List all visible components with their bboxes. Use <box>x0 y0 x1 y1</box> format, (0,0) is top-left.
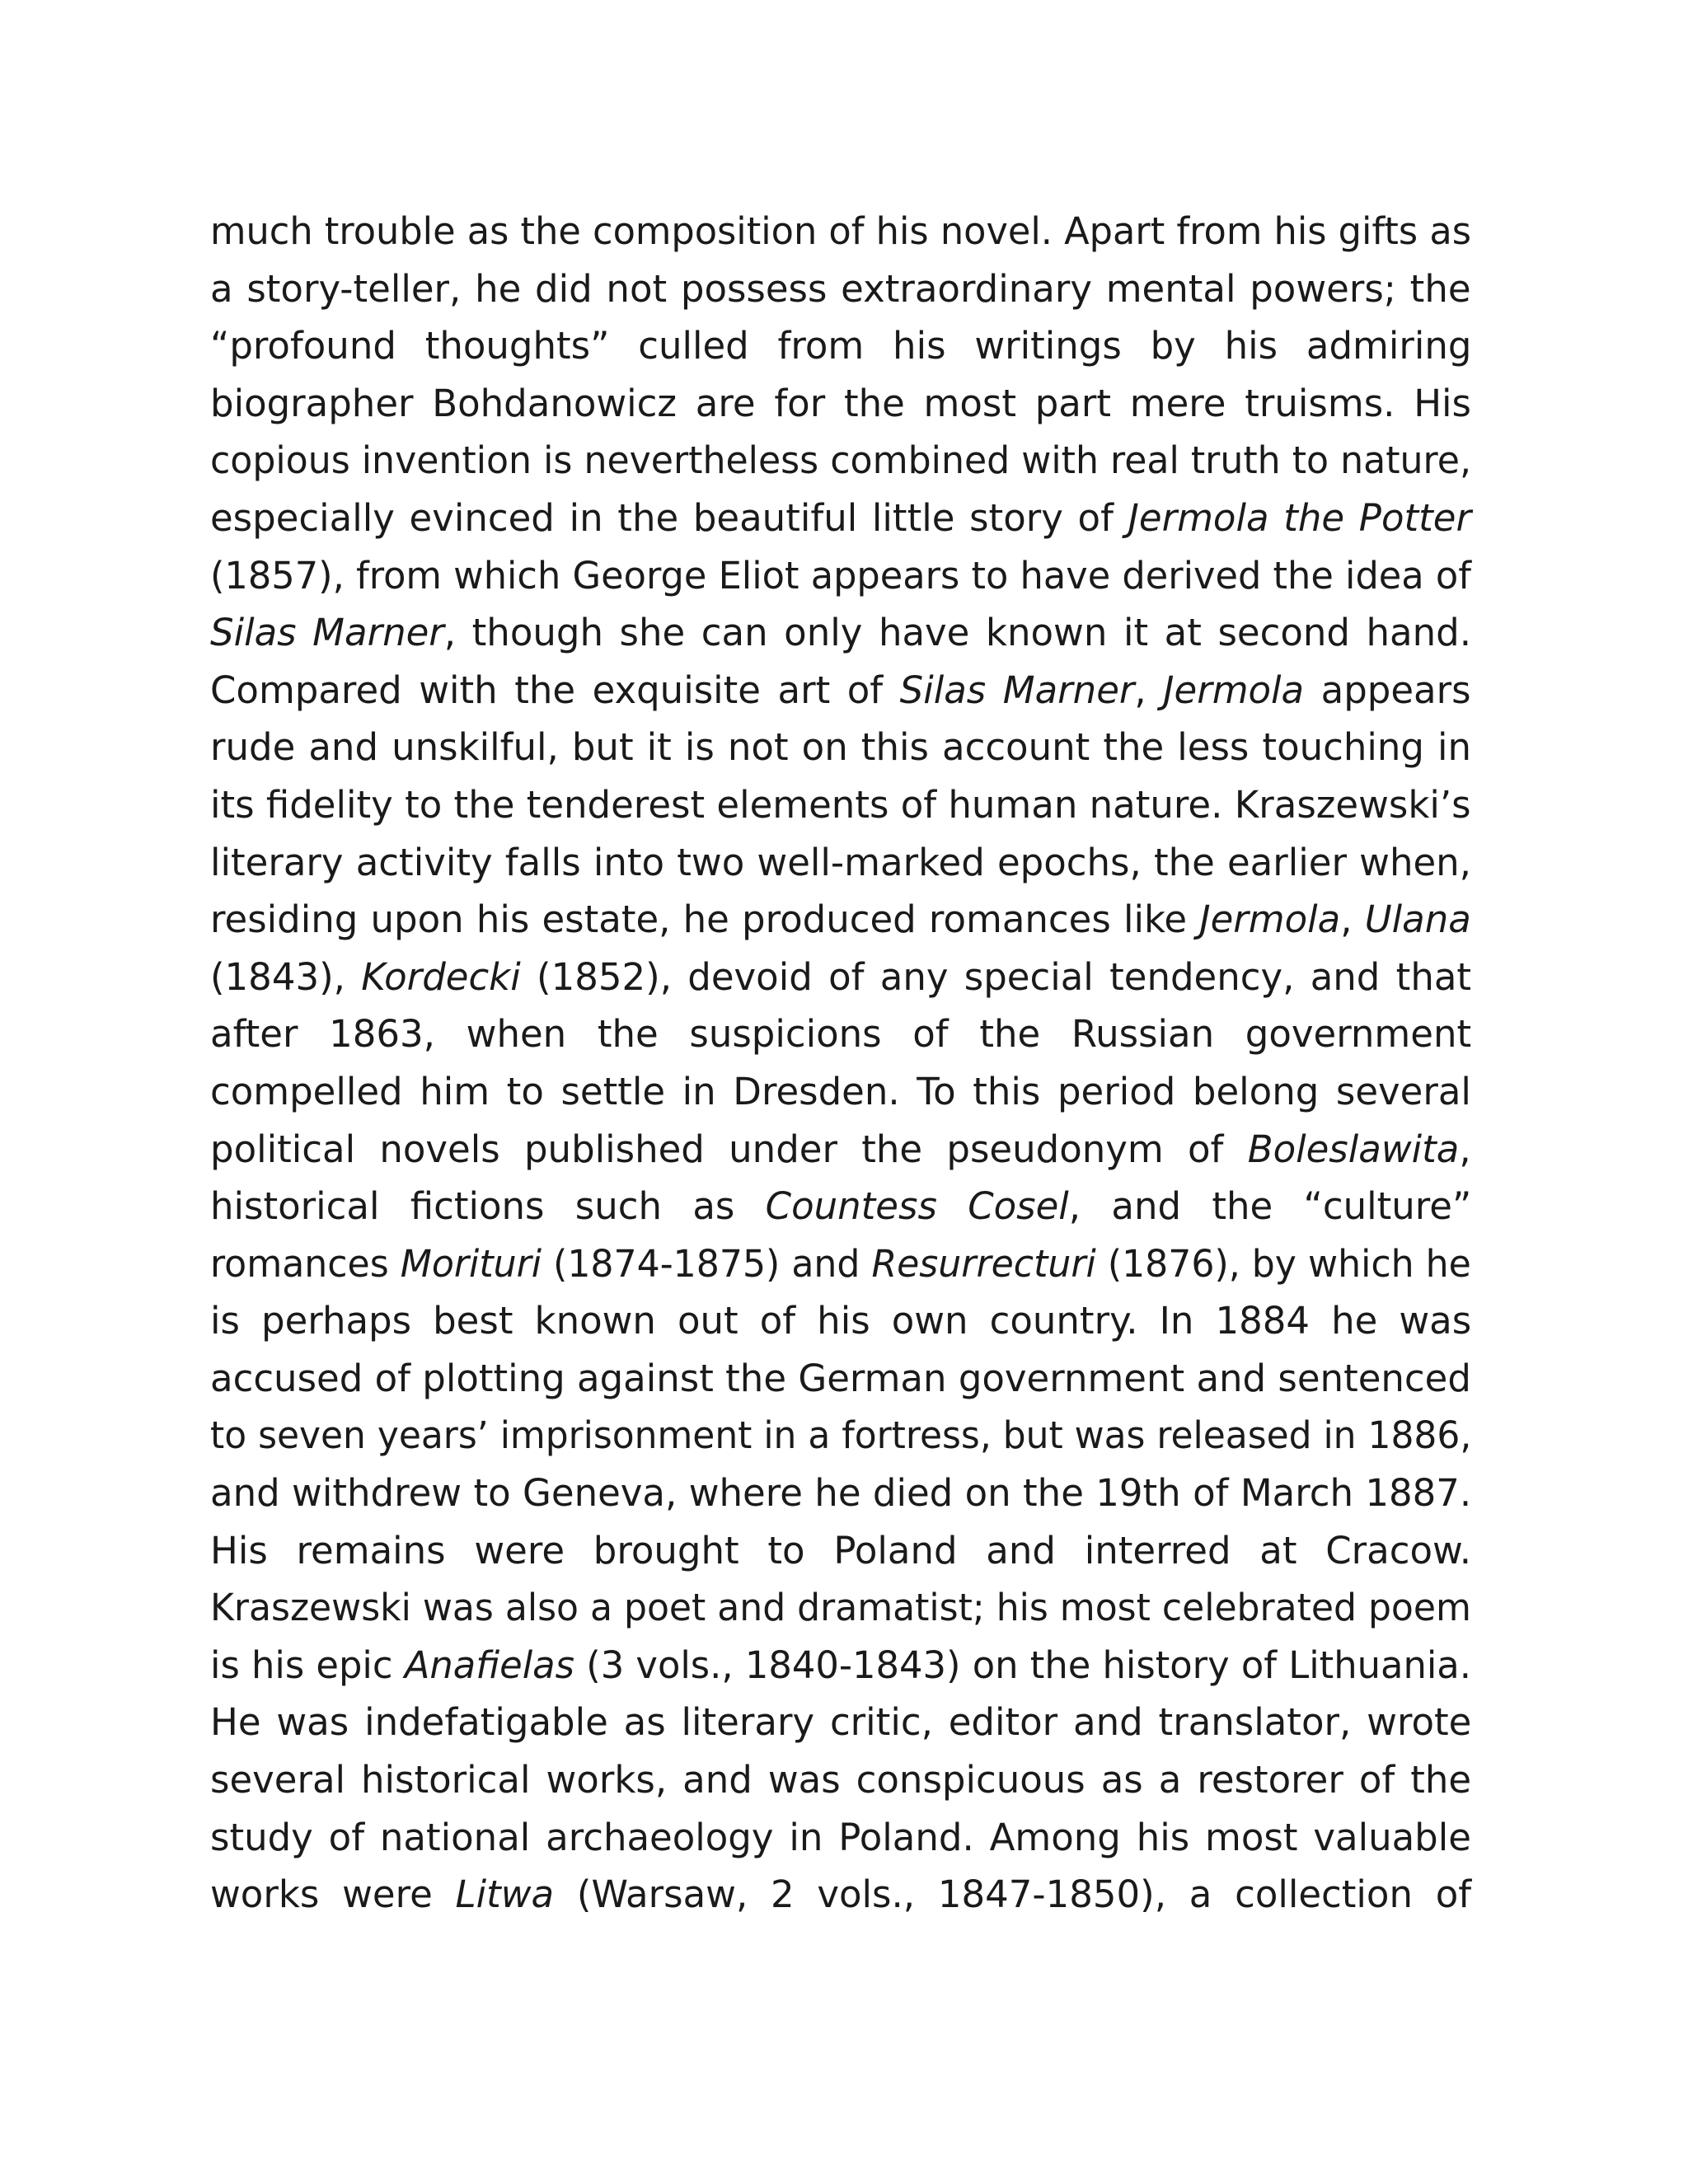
text-line <box>210 1637 1471 1694</box>
text-segment: (3 vols., 1840-1843) on the history of Lithuania. <box>574 1643 1471 1687</box>
text-segment: , though she can only have known it at second hand. <box>443 611 1472 655</box>
italic-title-text: Countess Cosel <box>765 1184 1069 1229</box>
italic-title-text: Boleslawita <box>1247 1127 1460 1171</box>
text-segment: “profound thoughts” culled from his writings by his admiring <box>210 324 1472 368</box>
text-segment: works were <box>210 1872 456 1917</box>
text-segment: (1876), by which he <box>1095 1241 1471 1286</box>
text-segment: (Warsaw, 2 vols., 1847-1850), a collection of <box>554 1872 1472 1917</box>
text-line <box>210 1121 1471 1179</box>
text-line <box>210 1178 1471 1235</box>
italic-title-text: Jermola the Potter <box>1128 495 1471 540</box>
italic-title-text: Silas Marner <box>899 668 1135 712</box>
text-segment: is his epic <box>210 1643 405 1687</box>
text-line <box>210 1866 1471 1924</box>
text-segment: especially evinced in the beautiful little story of <box>210 495 1128 540</box>
text-segment: accused of plotting against the German government and sentenced <box>210 1356 1471 1400</box>
text-segment: after 1863, when the suspicions of the Russian government <box>210 1012 1472 1057</box>
text-segment: historical fictions such as <box>210 1184 766 1229</box>
text-line <box>210 949 1471 1006</box>
text-line <box>210 1005 1471 1063</box>
text-segment: its fidelity to the tenderest elements of human nature. Kraszewski’s <box>210 782 1471 827</box>
italic-title-text: Litwa <box>455 1872 555 1917</box>
text-line <box>210 834 1471 892</box>
italic-title-text: Silas Marner <box>210 611 444 655</box>
text-segment: (1852), devoid of any special tendency, and that <box>520 954 1472 999</box>
text-segment: (1874-1875) and <box>542 1241 872 1286</box>
italic-title-text: Ulana <box>1364 898 1471 942</box>
text-segment: political novels published under the pseudonym of <box>210 1127 1248 1171</box>
text-line <box>210 1407 1472 1465</box>
text-line <box>210 1522 1471 1580</box>
text-segment: , <box>1134 668 1164 712</box>
text-line <box>210 317 1471 375</box>
text-segment: much trouble as the composition of his novel. Apart from his gifts as <box>210 209 1471 253</box>
text-segment: to seven years’ imprisonment in a fortress, but was released in 1886, <box>210 1413 1472 1458</box>
text-segment: romances <box>210 1241 401 1286</box>
text-line <box>210 1579 1471 1637</box>
text-segment: (1857), from which George Eliot appears to have derived the idea of <box>210 553 1471 598</box>
text-line <box>210 1292 1471 1350</box>
italic-title-text: Morituri <box>400 1241 542 1286</box>
text-segment: copious invention is nevertheless combined with real truth to nature, <box>210 438 1471 483</box>
text-line <box>210 1063 1471 1121</box>
text-line <box>210 604 1471 662</box>
italic-title-text: Resurrecturi <box>871 1241 1096 1286</box>
text-segment: , and the “culture” <box>1068 1184 1472 1229</box>
text-line <box>210 662 1471 719</box>
text-segment: , <box>1459 1127 1471 1171</box>
italic-title-text: Kordecki <box>361 954 521 999</box>
text-line <box>210 375 1471 433</box>
text-line <box>210 1694 1471 1751</box>
text-segment: several historical works, and was conspicuous as a restorer of the <box>210 1758 1472 1802</box>
text-line <box>210 719 1471 776</box>
text-segment: (1843), <box>210 954 362 999</box>
text-segment: , <box>1340 898 1365 942</box>
text-segment: He was indefatigable as literary critic, editor and translator, wrote <box>210 1700 1472 1745</box>
text-segment: a story-teller, he did not possess extraordinary mental powers; the <box>210 266 1471 311</box>
text-line <box>210 490 1471 547</box>
text-line <box>210 1751 1471 1809</box>
text-segment: rude and unskilful, but it is not on this account the less touching in <box>210 725 1472 770</box>
text-line <box>210 432 1471 490</box>
text-line <box>210 547 1471 605</box>
text-line <box>210 1465 1471 1522</box>
text-line <box>210 203 1471 260</box>
text-line <box>210 891 1471 949</box>
italic-title-text: Jermola <box>1199 898 1341 942</box>
text-line <box>210 1235 1471 1293</box>
text-segment: study of national archaeology in Poland. Among his most valuable <box>210 1815 1471 1859</box>
text-line <box>210 1350 1471 1408</box>
text-segment: biographer Bohdanowicz are for the most part mere truisms. His <box>210 381 1471 425</box>
text-segment: Compared with the exquisite art of <box>210 668 900 712</box>
text-segment: literary activity falls into two well-marked epochs, the earlier when, <box>210 840 1471 884</box>
text-line <box>210 1809 1471 1867</box>
text-segment: is perhaps best known out of his own country. In 1884 he was <box>210 1299 1472 1343</box>
italic-title-text: Anafielas <box>404 1643 574 1687</box>
text-segment: residing upon his estate, he produced romances like <box>210 898 1200 942</box>
text-segment: and withdrew to Geneva, where he died on the 19th of March 1887. <box>210 1471 1472 1516</box>
body-text <box>210 203 1471 1924</box>
italic-title-text: Jermola <box>1163 668 1305 712</box>
text-segment: compelled him to settle in Dresden. To this period belong several <box>210 1069 1471 1113</box>
text-line <box>210 260 1471 318</box>
text-line <box>210 776 1471 834</box>
text-segment: Kraszewski was also a poet and dramatist; his most celebrated poem <box>210 1586 1471 1630</box>
text-segment: His remains were brought to Poland and interred at Cracow. <box>210 1528 1472 1572</box>
text-segment: appears <box>1304 668 1471 712</box>
